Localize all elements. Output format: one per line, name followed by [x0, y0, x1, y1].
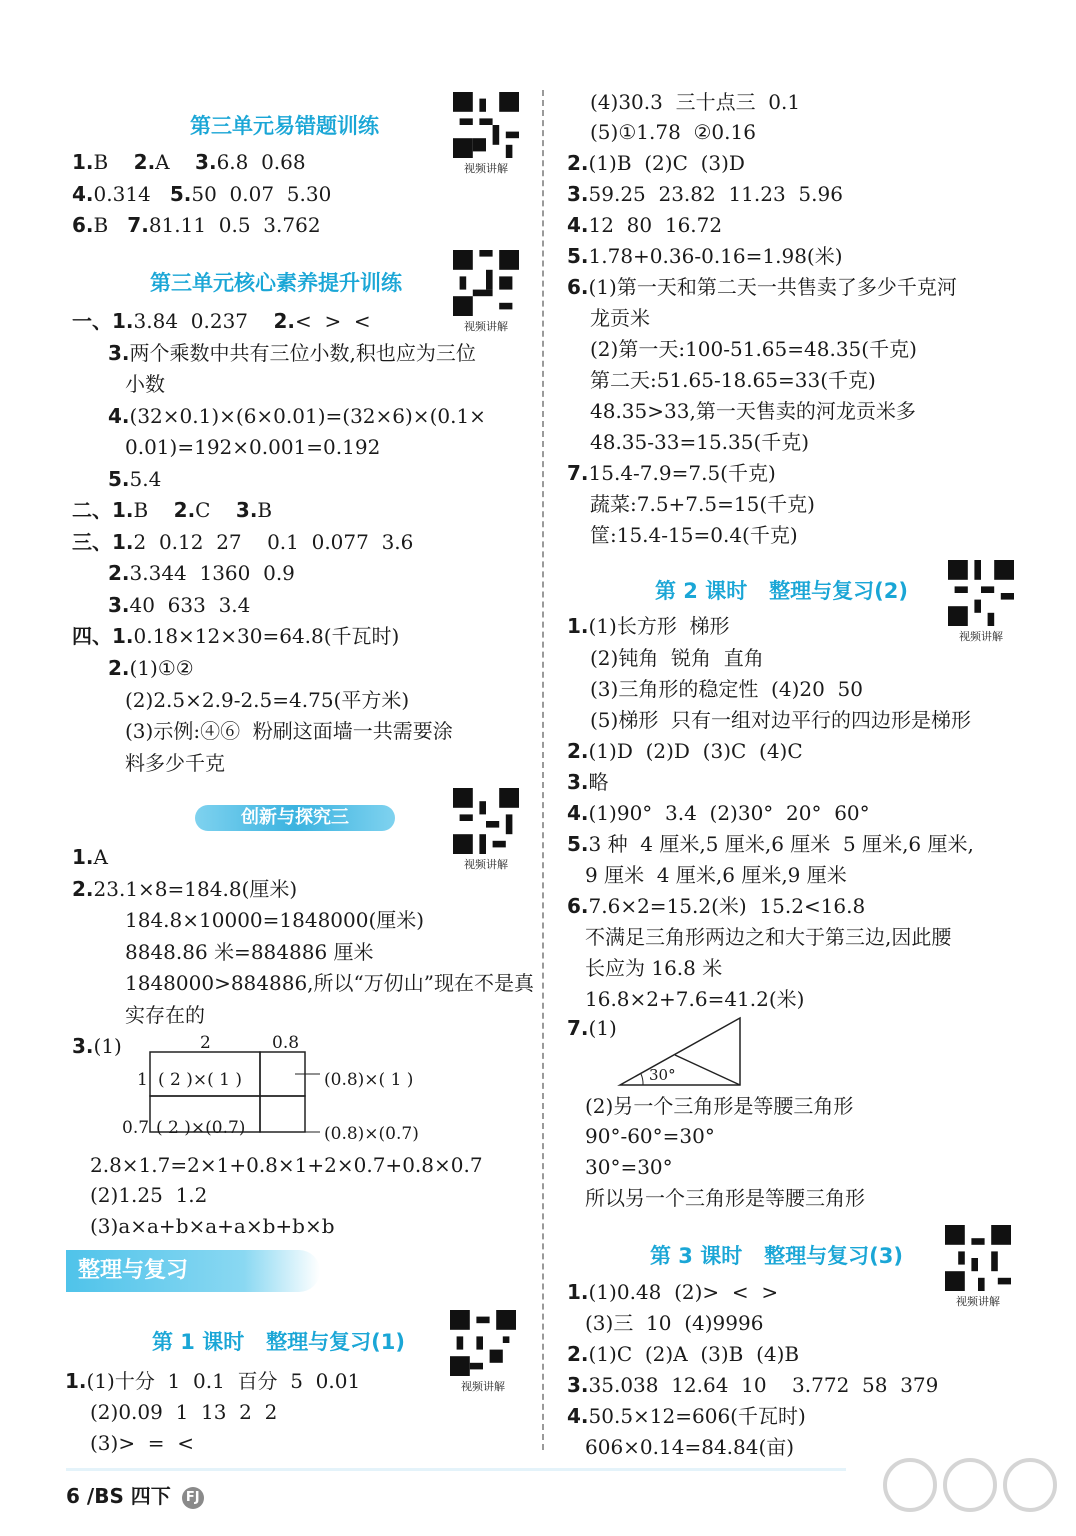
answer-line — [567, 211, 722, 239]
question-number: 2. — [72, 877, 94, 901]
question-number: 6. — [72, 213, 94, 237]
answer-line — [590, 304, 650, 332]
answer-line — [590, 428, 809, 456]
answer-text: (2)钝角 锐角 直角 — [590, 646, 764, 670]
qr-code-icon — [450, 1310, 516, 1376]
answer-text: 0.01)=192×0.001=0.192 — [125, 435, 381, 459]
answer-line — [567, 1402, 806, 1430]
question-number: 1. — [72, 150, 94, 174]
question-number: 5. — [567, 244, 589, 268]
answer-text: 90°-60°=30° — [585, 1124, 715, 1148]
question-number: 四、1. — [72, 624, 134, 648]
triangle-angle-label: 30° — [649, 1066, 676, 1084]
answer-line — [585, 1309, 763, 1337]
answer-text: 所以另一个三角形是等腰三角形 — [585, 1186, 865, 1210]
answer-text: 第二天:51.65-18.65=33(千克) — [590, 368, 876, 392]
answer-line — [567, 273, 957, 301]
answer-text: (1)B (2)C (3)D — [588, 151, 745, 175]
answer-line — [125, 749, 225, 777]
answer-text: (2)1.25 1.2 — [90, 1183, 208, 1207]
question-number: 3. — [195, 150, 217, 174]
answer-line — [125, 686, 409, 714]
answer-text: (32×0.1)×(6×0.01)=(32×6)×(0.1× — [129, 404, 486, 428]
section-review: 整理与复习 — [66, 1250, 320, 1292]
answer-text: 筐:15.4-15=0.4(千克) — [590, 523, 798, 547]
answer-text: 0.314 — [93, 182, 170, 206]
qr-code-4[interactable] — [450, 1310, 516, 1394]
answer-text: C — [195, 498, 236, 522]
grid-cell-bottom-right — [260, 1096, 305, 1132]
question-number: 1. — [72, 845, 94, 869]
question-number: 4. — [108, 404, 130, 428]
page-number: 6 — [66, 1484, 80, 1508]
answer-line — [590, 88, 800, 116]
question-number: 1. — [65, 1369, 87, 1393]
answer-text: 15.4-7.9=7.5(千克) — [588, 461, 776, 485]
answer-line — [567, 1340, 799, 1368]
triangle-inner-line — [675, 1055, 740, 1085]
question-number: 3. — [567, 770, 589, 794]
answer-line — [72, 180, 331, 208]
answer-text: 48.35>33,第一天售卖的河龙贡米多 — [590, 399, 916, 423]
column-divider — [542, 90, 544, 1450]
answer-line — [585, 1122, 715, 1150]
question-number: 3. — [72, 1034, 94, 1058]
answer-line — [590, 706, 971, 734]
question-number: 6. — [567, 275, 589, 299]
answer-line — [108, 559, 295, 587]
answer-text: 3.344 1360 0.9 — [129, 561, 295, 585]
answer-line — [72, 622, 399, 650]
question-number: 2. — [567, 1342, 589, 1366]
qr-code-1[interactable] — [453, 92, 519, 176]
answer-text: (3)> = < — [90, 1431, 195, 1455]
heading-lesson-2: 第 2 课时 整理与复习(2) — [655, 579, 908, 603]
edition-badge: FJ — [182, 1487, 204, 1509]
question-number: 4. — [567, 1404, 589, 1428]
grid-top-label-1: 2 — [200, 1033, 211, 1053]
answer-text: 23.1×8=184.8(厘米) — [93, 877, 298, 901]
question-number: 一、1. — [72, 309, 134, 333]
answer-line — [590, 118, 756, 146]
edition-label: /BS 四下 — [86, 1484, 171, 1508]
answer-line — [108, 591, 250, 619]
footer-rule — [66, 1468, 846, 1471]
grid-side-label-1: 1 — [137, 1070, 148, 1090]
answer-text: 3.84 0.237 — [133, 309, 274, 333]
qr-code-icon — [945, 1225, 1011, 1291]
answer-line — [108, 402, 486, 430]
answer-text: 3 种 4 厘米,5 厘米,6 厘米 5 厘米,6 厘米, — [588, 832, 974, 856]
answer-line — [567, 799, 870, 827]
answer-text: 184.8×10000=1848000(厘米) — [125, 908, 425, 932]
answer-text: B — [93, 213, 128, 237]
answer-text: (1)①② — [129, 656, 194, 680]
qr-code-3[interactable] — [453, 788, 519, 872]
answer-line — [72, 148, 306, 176]
qr-code-5[interactable] — [948, 560, 1014, 644]
qr-caption: 视频讲解 — [464, 858, 508, 871]
heading-unit3-errors: 第三单元易错题训练 — [190, 114, 379, 138]
answer-text: 不满足三角形两边之和大于第三边,因此腰 — [585, 925, 952, 949]
question-number: 2. — [567, 151, 589, 175]
answer-text: 略 — [588, 770, 609, 794]
banner-innovation: 创新与探究三 — [195, 805, 395, 831]
answer-line — [90, 1398, 277, 1426]
answer-text: 16.8×2+7.6=41.2(米) — [585, 987, 805, 1011]
watermark-logo — [870, 1450, 1070, 1530]
qr-code-6[interactable] — [945, 1225, 1011, 1309]
answer-text: (2)另一个三角形是等腰三角形 — [585, 1094, 854, 1118]
answer-line — [72, 843, 108, 871]
answer-text: 料多少千克 — [125, 751, 225, 775]
triangle-diagram — [615, 1015, 755, 1090]
grid-cell-text-2: ( 2 )×(0.7) — [156, 1118, 246, 1138]
answer-line — [72, 496, 272, 524]
answer-line — [590, 644, 764, 672]
qr-caption: 视频讲解 — [956, 1295, 1000, 1308]
answer-text: (1)长方形 梯形 — [588, 614, 730, 638]
answer-text: 50.5×12=606(千瓦时) — [588, 1404, 806, 1428]
grid-right-label-1: (0.8)×( 1 ) — [324, 1070, 414, 1090]
heading-lesson-1: 第 1 课时 整理与复习(1) — [152, 1330, 405, 1354]
question-number: 7. — [127, 213, 149, 237]
answer-text: 2 0.12 27 0.1 0.077 3.6 — [133, 530, 414, 554]
answer-line — [590, 397, 916, 425]
answer-line — [72, 1032, 122, 1060]
heading-lesson-3: 第 3 课时 整理与复习(3) — [650, 1244, 903, 1268]
answer-line — [65, 1367, 360, 1395]
answer-text: 50 0.07 5.30 — [191, 182, 332, 206]
answer-text: (1) — [588, 1016, 617, 1040]
answer-text: A — [93, 845, 108, 869]
answer-line — [125, 1001, 205, 1029]
answer-line — [590, 490, 815, 518]
answer-line — [90, 1151, 483, 1179]
question-number: 5. — [108, 467, 130, 491]
answer-text: 蔬菜:7.5+7.5=15(千克) — [590, 492, 815, 516]
answer-text: A — [155, 150, 196, 174]
question-number: 7. — [567, 461, 589, 485]
answer-line — [567, 242, 843, 270]
page-footer — [66, 1480, 204, 1509]
answer-line — [90, 1429, 194, 1457]
answer-text: (3)示例:④⑥ 粉刷这面墙一共需要涂 — [125, 719, 453, 743]
answer-line — [585, 861, 847, 889]
answer-text: (3)三 10 (4)9996 — [585, 1311, 764, 1335]
answer-line — [567, 149, 745, 177]
answer-line — [567, 180, 843, 208]
answer-text: 长应为 16.8 米 — [585, 956, 723, 980]
answer-line — [590, 335, 917, 363]
answer-text: 8848.86 米=884886 厘米 — [125, 940, 374, 964]
answer-text: 龙贡米 — [590, 306, 650, 330]
answer-text: 2.8×1.7=2×1+0.8×1+2×0.7+0.8×0.7 — [90, 1153, 483, 1177]
answer-line — [125, 938, 374, 966]
answer-text: 0.18×12×30=64.8(千瓦时) — [133, 624, 400, 648]
grid-cell-text-1: ( 2 )×( 1 ) — [158, 1070, 243, 1090]
triangle-outer — [620, 1018, 740, 1085]
answer-line — [590, 366, 876, 394]
answer-text: 两个乘数中共有三位小数,积也应为三位 — [129, 341, 476, 365]
answer-line — [585, 985, 804, 1013]
answer-text: (1)D (2)D (3)C (4)C — [588, 739, 803, 763]
question-number: 7. — [567, 1016, 589, 1040]
question-number: 2. — [108, 656, 130, 680]
answer-line — [108, 465, 161, 493]
answer-text: (1) — [93, 1034, 122, 1058]
answer-text: (1)0.48 (2)> < > — [588, 1280, 779, 1304]
answer-line — [567, 737, 803, 765]
answer-line — [567, 830, 974, 858]
question-number: 3. — [235, 498, 258, 522]
answer-text: (4)30.3 三十点三 0.1 — [590, 90, 801, 114]
answer-line — [585, 1153, 673, 1181]
answer-line — [567, 768, 609, 796]
answer-text: 7.6×2=15.2(米) 15.2<16.8 — [588, 894, 866, 918]
question-number: 2. — [173, 498, 196, 522]
answer-line — [108, 654, 194, 682]
answer-line — [72, 875, 297, 903]
qr-caption: 视频讲解 — [461, 1380, 505, 1393]
question-number: 4. — [567, 801, 589, 825]
question-number: 1. — [567, 1280, 589, 1304]
answer-line — [90, 1212, 335, 1240]
answer-line — [72, 528, 413, 556]
answer-text: 81.11 0.5 3.762 — [148, 213, 321, 237]
answer-line — [585, 923, 951, 951]
answer-text: (5)①1.78 ②0.16 — [590, 120, 756, 144]
answer-line — [590, 675, 863, 703]
answer-line — [72, 211, 321, 239]
answer-line — [585, 1184, 865, 1212]
qr-code-icon — [948, 560, 1014, 626]
answer-line — [585, 1092, 853, 1120]
question-number: 5. — [169, 182, 192, 206]
answer-line — [108, 339, 476, 367]
qr-code-icon — [453, 92, 519, 158]
answer-text: B — [257, 498, 273, 522]
question-number: 4. — [567, 213, 589, 237]
answer-line — [125, 717, 453, 745]
answer-text: (2)0.09 1 13 2 2 — [90, 1400, 278, 1424]
answer-text: 1848000>884886,所以“万仞山”现在不是真 — [125, 971, 534, 995]
answer-text: (1)十分 1 0.1 百分 5 0.01 — [86, 1369, 361, 1393]
answer-text: (1)C (2)A (3)B (4)B — [588, 1342, 800, 1366]
answer-line — [585, 1433, 794, 1461]
qr-caption: 视频讲解 — [959, 630, 1003, 643]
answer-line — [567, 612, 730, 640]
heading-unit3-core: 第三单元核心素养提升训练 — [150, 271, 402, 295]
answer-text: 30°=30° — [585, 1155, 673, 1179]
answer-text: 59.25 23.82 11.23 5.96 — [588, 182, 843, 206]
question-number: 2. — [567, 739, 589, 763]
question-number: 6. — [567, 894, 589, 918]
qr-code-2[interactable] — [453, 250, 519, 334]
answer-text: 12 80 16.72 — [588, 213, 723, 237]
answer-text: (3)三角形的稳定性 (4)20 50 — [590, 677, 863, 701]
question-number: 5. — [567, 832, 589, 856]
answer-line — [567, 892, 865, 920]
answer-text: 40 633 3.4 — [129, 593, 251, 617]
answer-line — [567, 1278, 778, 1306]
grid-side-label-2: 0.7 — [122, 1118, 150, 1138]
qr-code-icon — [453, 250, 519, 316]
answer-text: 606×0.14=84.84(亩) — [585, 1435, 795, 1459]
answer-line — [125, 906, 424, 934]
answer-text: 1.78+0.36-0.16=1.98(米) — [588, 244, 843, 268]
answer-text: 6.8 0.68 — [216, 150, 306, 174]
answer-text: (2)2.5×2.9-2.5=4.75(平方米) — [125, 688, 410, 712]
answer-line — [567, 459, 776, 487]
grid-right-label-2: (0.8)×(0.7) — [324, 1124, 419, 1144]
answer-text: < > < — [294, 309, 371, 333]
question-number: 2. — [133, 150, 156, 174]
question-number: 4. — [72, 182, 94, 206]
angle-arc — [641, 1074, 643, 1085]
answer-text: 48.35-33=15.35(千克) — [590, 430, 810, 454]
question-number: 2. — [108, 561, 130, 585]
qr-code-icon — [453, 788, 519, 854]
answer-text: 9 厘米 4 厘米,6 厘米,9 厘米 — [585, 863, 847, 887]
answer-text: (5)梯形 只有一组对边平行的四边形是梯形 — [590, 708, 972, 732]
question-number: 1. — [567, 614, 589, 638]
answer-text: B — [93, 150, 134, 174]
qr-caption: 视频讲解 — [464, 162, 508, 175]
qr-caption: 视频讲解 — [464, 320, 508, 333]
question-number: 三、1. — [72, 530, 134, 554]
answer-line — [125, 370, 165, 398]
question-number: 2. — [273, 309, 295, 333]
answer-line — [125, 433, 380, 461]
answer-text: B — [133, 498, 174, 522]
answer-line — [590, 521, 798, 549]
answer-line — [90, 1181, 207, 1209]
answer-text: (1)90° 3.4 (2)30° 20° 60° — [588, 801, 870, 825]
grid-top-label-2: 0.8 — [272, 1033, 300, 1053]
answer-text: (3)a×a+b×a+a×b+b×b — [90, 1214, 335, 1238]
question-number: 二、1. — [72, 498, 134, 522]
answer-text: (2)第一天:100-51.65=48.35(千克) — [590, 337, 917, 361]
question-number: 3. — [108, 593, 130, 617]
answer-line — [567, 1371, 938, 1399]
question-number: 3. — [108, 341, 130, 365]
answer-line — [567, 1014, 617, 1042]
answer-line — [585, 954, 722, 982]
answer-text: 35.038 12.64 10 3.772 58 379 — [588, 1373, 939, 1397]
answer-line — [72, 307, 371, 335]
question-number: 3. — [567, 182, 589, 206]
answer-line — [125, 969, 534, 997]
answer-text: 小数 — [125, 372, 165, 396]
answer-text: 5.4 — [129, 467, 162, 491]
answer-text: (1)第一天和第二天一共售卖了多少千克河 — [588, 275, 957, 299]
question-number: 3. — [567, 1373, 589, 1397]
answer-text: 实存在的 — [125, 1003, 205, 1027]
